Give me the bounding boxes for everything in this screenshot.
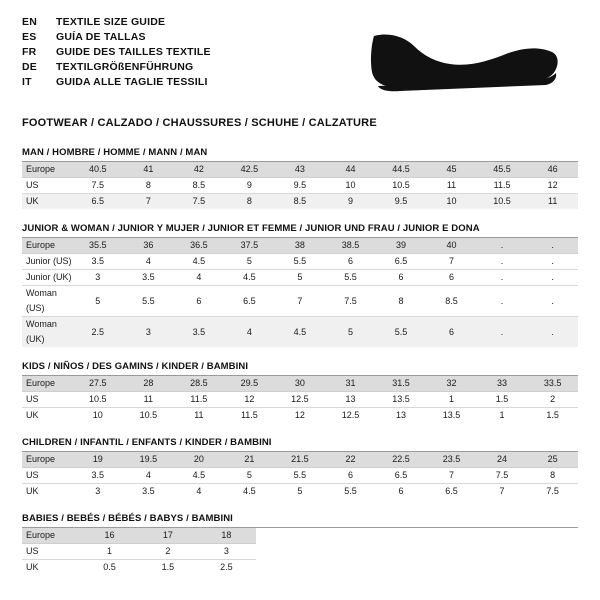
language-code: DE	[22, 61, 37, 73]
size-cell: 33	[477, 376, 528, 392]
table-row	[22, 254, 578, 270]
size-cell: 22	[325, 452, 376, 468]
size-cell: 10	[325, 178, 376, 194]
size-cell: 11.5	[240, 410, 258, 420]
size-cell: 36.5	[174, 238, 225, 254]
language-code: ES	[22, 31, 37, 43]
language-title: TEXTILE SIZE GUIDE	[56, 16, 166, 28]
size-cell: 7	[275, 286, 326, 317]
section-title: JUNIOR & WOMAN / JUNIOR Y MUJER / JUNIOR ET FEMME / JUNIOR UND FRAU / JUNIOR E DONA	[22, 223, 578, 238]
size-cell: 3.5	[123, 270, 174, 286]
size-cell: 3	[95, 486, 101, 496]
size-cell: 5	[297, 486, 303, 496]
size-cell: 11	[194, 410, 204, 420]
size-cell: 21	[224, 452, 275, 468]
size-cell: 10.5	[139, 410, 158, 420]
table-row	[22, 528, 256, 544]
size-cell: 6	[325, 254, 376, 270]
language-row	[22, 76, 211, 91]
size-cell: 44.5	[376, 162, 427, 178]
size-cell: 10.5	[376, 178, 427, 194]
size-cell: 1.5	[546, 410, 559, 420]
size-cell: 43	[275, 162, 326, 178]
size-cell: 41	[123, 162, 174, 178]
section-title: BABIES / BEBÉS / BÉBÉS / BABYS / BAMBINI	[22, 513, 578, 528]
row-label: Europe	[22, 238, 73, 254]
size-cell-empty: .	[477, 317, 528, 348]
size-cell: 6	[426, 317, 477, 348]
size-cell: 40.5	[73, 162, 124, 178]
size-cell: 3.5	[142, 486, 155, 496]
size-cell: 5.5	[275, 468, 326, 484]
size-cell-empty: .	[527, 286, 578, 317]
size-cell: 31.5	[376, 376, 427, 392]
size-cell: 2	[527, 392, 578, 408]
table-row	[22, 270, 578, 286]
size-cell: 6	[398, 486, 404, 496]
size-cell: 35.5	[73, 238, 124, 254]
size-cell: 1.5	[477, 392, 528, 408]
table-row	[22, 544, 256, 560]
size-table-babies	[22, 528, 256, 575]
size-cell: 9	[224, 178, 275, 194]
page-header	[22, 16, 578, 105]
row-label: US	[22, 392, 73, 408]
size-cell: 4	[174, 270, 225, 286]
size-cell: 44	[325, 162, 376, 178]
size-cell: 38.5	[325, 238, 376, 254]
size-cell: 4	[123, 254, 174, 270]
size-cell: 5.5	[376, 317, 427, 348]
size-cell: 21.5	[275, 452, 326, 468]
table-row	[22, 376, 578, 392]
language-row	[22, 46, 211, 61]
size-cell: 11.5	[174, 392, 225, 408]
size-cell-empty: .	[477, 286, 528, 317]
section-title: MAN / HOMBRE / HOMME / MANN / MAN	[22, 147, 578, 162]
size-cell: 6.5	[73, 194, 124, 210]
row-label: US	[22, 544, 80, 560]
size-table-kids	[22, 376, 578, 423]
size-cell: 40	[426, 238, 477, 254]
size-cell: 3	[123, 317, 174, 348]
table-row	[22, 286, 578, 317]
size-cell: 42	[174, 162, 225, 178]
language-title-list	[22, 16, 211, 91]
size-cell: 6.5	[224, 286, 275, 317]
size-cell: 12	[224, 392, 275, 408]
size-cell: 11.5	[477, 178, 528, 194]
size-cell: 5.5	[123, 286, 174, 317]
size-cell: 12	[294, 410, 305, 420]
size-cell: 9.5	[376, 194, 427, 210]
size-cell: 1	[499, 410, 505, 420]
table-row	[22, 560, 256, 576]
size-cell: 2	[139, 544, 197, 560]
size-cell-empty: .	[477, 254, 528, 270]
row-label: UK	[26, 486, 39, 496]
size-cell: 6	[325, 468, 376, 484]
size-cell: 45	[426, 162, 477, 178]
size-cell: 4	[123, 468, 174, 484]
language-code: EN	[22, 16, 37, 28]
size-cell: 9.5	[275, 178, 326, 194]
size-cell: 19	[73, 452, 124, 468]
size-cell: 4.5	[174, 468, 225, 484]
size-cell: 5	[224, 254, 275, 270]
size-cell: 16	[80, 528, 138, 544]
size-cell: 10	[426, 194, 477, 210]
table-row	[22, 468, 578, 484]
size-cell: 22.5	[376, 452, 427, 468]
section-man	[22, 147, 578, 209]
size-cell: 4	[196, 486, 202, 496]
size-cell: 6	[376, 270, 427, 286]
size-cell: 30	[275, 376, 326, 392]
row-label: UK	[26, 410, 39, 420]
language-row	[22, 61, 211, 76]
size-cell: 19.5	[123, 452, 174, 468]
row-label: UK	[26, 562, 39, 572]
size-cell: 6.5	[376, 468, 427, 484]
table-row	[22, 194, 578, 210]
size-cell: 7.5	[325, 286, 376, 317]
size-cell-empty: .	[527, 254, 578, 270]
size-cell: 4.5	[174, 254, 225, 270]
size-cell: 5	[73, 286, 124, 317]
size-cell: 5.5	[275, 254, 326, 270]
size-cell: 31	[325, 376, 376, 392]
size-cell: 18	[197, 528, 255, 544]
row-label: Junior (US)	[22, 254, 73, 270]
size-cell: 7.5	[477, 468, 528, 484]
size-cell: 7	[426, 468, 477, 484]
size-cell: 8	[376, 286, 427, 317]
size-cell: 7	[426, 254, 477, 270]
size-cell: 5	[224, 468, 275, 484]
size-cell: 20	[174, 452, 225, 468]
size-cell: 13.5	[376, 392, 427, 408]
language-title: GUIDE DES TAILLES TEXTILE	[56, 46, 211, 58]
size-cell: 23.5	[426, 452, 477, 468]
language-code: FR	[22, 46, 37, 58]
language-title: TEXTILGRÖßENFÜHRUNG	[56, 61, 194, 73]
row-label: Woman (UK)	[22, 317, 73, 348]
size-cell: 11	[123, 392, 174, 408]
size-cell: 37.5	[224, 238, 275, 254]
size-cell: 8	[123, 178, 174, 194]
size-cell: 2.5	[73, 317, 124, 348]
category-heading: FOOTWEAR / CALZADO / CHAUSSURES / SCHUHE / CALZATURE	[22, 117, 377, 129]
size-cell: 5	[275, 270, 326, 286]
size-cell: 11	[426, 178, 477, 194]
size-cell: 46	[527, 162, 578, 178]
size-cell-empty: .	[527, 238, 578, 254]
size-cell: 1	[426, 392, 477, 408]
size-cell-empty: .	[477, 270, 528, 286]
section-kids	[22, 361, 578, 423]
size-cell: 8.5	[174, 178, 225, 194]
row-label: Europe	[22, 528, 80, 544]
table-row	[22, 452, 578, 468]
size-cell: 6.5	[376, 254, 427, 270]
size-cell: 6.5	[445, 486, 458, 496]
size-cell: 1	[80, 544, 138, 560]
table-row	[22, 392, 578, 408]
size-cell: 9	[325, 194, 376, 210]
size-cell: 3.5	[73, 254, 124, 270]
row-label: Europe	[22, 376, 73, 392]
size-cell: 17	[139, 528, 197, 544]
size-cell: 28.5	[174, 376, 225, 392]
size-cell: 25	[527, 452, 578, 468]
size-cell: 5.5	[325, 270, 376, 286]
size-cell: 36	[123, 238, 174, 254]
row-label: US	[22, 178, 73, 194]
size-cell: 13.5	[442, 410, 461, 420]
size-cell: 32	[426, 376, 477, 392]
size-table-man	[22, 162, 578, 209]
size-cell: 1.5	[161, 562, 175, 572]
size-cell: 12	[527, 178, 578, 194]
dress-shoe-icon	[370, 30, 560, 105]
section-junior-woman	[22, 223, 578, 347]
size-cell: 24	[477, 452, 528, 468]
size-cell: 3.5	[174, 317, 225, 348]
language-row	[22, 16, 211, 31]
size-cell: 11	[527, 194, 578, 210]
section-title: CHILDREN / INFANTIL / ENFANTS / KINDER / BAMBINI	[22, 437, 578, 452]
size-table-junior-woman	[22, 238, 578, 347]
size-cell: 27.5	[73, 376, 124, 392]
size-cell-empty: .	[477, 238, 528, 254]
row-label: Europe	[22, 162, 73, 178]
row-label: Woman (US)	[22, 286, 73, 317]
section-children	[22, 437, 578, 499]
row-label: UK	[22, 194, 73, 210]
size-cell: 7.5	[546, 486, 559, 496]
section-babies	[22, 513, 578, 575]
section-title: KIDS / NIÑOS / DES GAMINS / KINDER / BAMBINI	[22, 361, 578, 376]
language-title: GUÍA DE TALLAS	[56, 31, 146, 43]
size-cell: 5.5	[344, 486, 357, 496]
size-cell: 12.5	[275, 392, 326, 408]
language-title: GUIDA ALLE TAGLIE TESSILI	[56, 76, 208, 88]
size-cell: 10	[92, 410, 103, 420]
size-cell: 4.5	[275, 317, 326, 348]
size-cell-empty: .	[527, 270, 578, 286]
size-cell: 5	[325, 317, 376, 348]
size-cell: 7.5	[73, 178, 124, 194]
size-cell-empty: .	[527, 317, 578, 348]
size-cell: 3	[73, 270, 124, 286]
table-row	[22, 162, 578, 178]
table-row	[22, 408, 578, 424]
size-cell: 13	[395, 410, 406, 420]
language-code: IT	[22, 76, 32, 88]
size-cell: 4	[224, 317, 275, 348]
size-cell: 8	[224, 194, 275, 210]
size-cell: 33.5	[527, 376, 578, 392]
size-cell: 7.5	[174, 194, 225, 210]
size-cell: 6	[174, 286, 225, 317]
table-row	[22, 178, 578, 194]
row-label: Junior (UK)	[22, 270, 73, 286]
size-cell: 0.5	[103, 562, 116, 572]
size-cell: 10.5	[477, 194, 528, 210]
size-cell: 6	[426, 270, 477, 286]
size-cell: 3.5	[73, 468, 124, 484]
row-label: US	[22, 468, 73, 484]
table-row	[22, 317, 578, 348]
size-cell: 39	[376, 238, 427, 254]
table-row	[22, 484, 578, 500]
size-cell: 8	[527, 468, 578, 484]
row-label: Europe	[22, 452, 73, 468]
size-cell: 42.5	[224, 162, 275, 178]
table-row	[22, 238, 578, 254]
size-cell: 10.5	[73, 392, 124, 408]
size-cell: 8.5	[426, 286, 477, 317]
size-cell: 13	[325, 392, 376, 408]
size-cell: 29.5	[224, 376, 275, 392]
size-cell: 8.5	[275, 194, 326, 210]
size-cell: 7	[123, 194, 174, 210]
size-cell: 4.5	[224, 270, 275, 286]
size-cell: 28	[123, 376, 174, 392]
size-cell: 45.5	[477, 162, 528, 178]
size-table-children	[22, 452, 578, 499]
size-cell: 4.5	[243, 486, 256, 496]
size-cell: 12.5	[341, 410, 360, 420]
size-cell: 7	[499, 486, 505, 496]
size-cell: 2.5	[220, 562, 233, 572]
size-cell: 3	[197, 544, 255, 560]
language-row	[22, 31, 211, 46]
size-cell: 38	[275, 238, 326, 254]
